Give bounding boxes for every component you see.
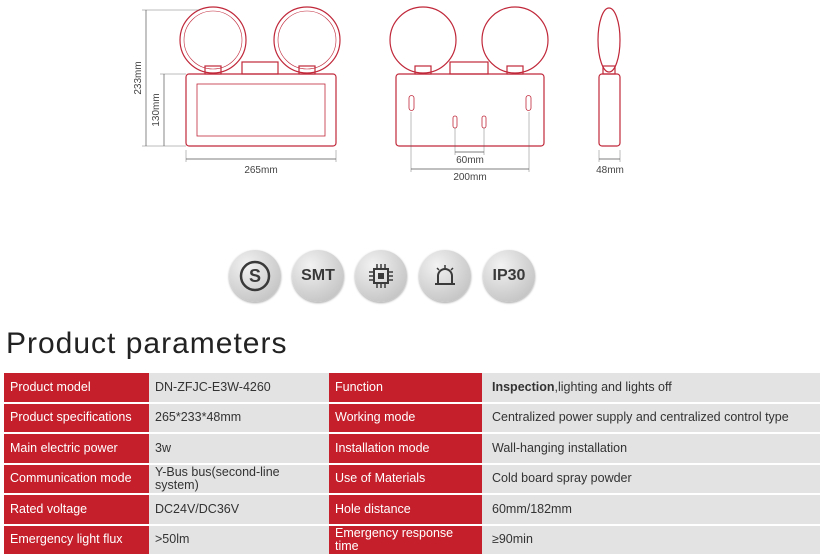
- front-view: [180, 7, 340, 146]
- back-view: [390, 7, 548, 146]
- param-value: >50lm: [149, 526, 329, 555]
- param-value: DC24V/DC36V: [149, 495, 329, 524]
- table-row: [4, 434, 820, 463]
- side-view: [598, 8, 620, 146]
- param-value: Wall-hanging installation: [482, 434, 820, 463]
- param-label: Emergency response time: [329, 526, 482, 555]
- param-label: Installation mode: [329, 434, 482, 463]
- dim-hole-outer: 200mm: [453, 172, 487, 183]
- param-value: 265*233*48mm: [149, 404, 329, 433]
- table-row: [4, 373, 820, 402]
- table-row: [4, 404, 820, 433]
- param-value: [482, 373, 820, 402]
- chip-icon: [355, 250, 407, 302]
- param-label: Rated voltage: [4, 495, 149, 524]
- param-value: Y-Bus bus(second-line system): [149, 465, 329, 494]
- param-value: Centralized power supply and centralized control type: [482, 404, 820, 433]
- dim-height-total: 233mm: [133, 61, 144, 95]
- param-label: Product specifications: [4, 404, 149, 433]
- dim-depth: 48mm: [596, 165, 624, 176]
- dim-height-body: 130mm: [151, 93, 162, 127]
- param-value: 3w: [149, 434, 329, 463]
- param-value-bold: Inspection: [492, 379, 555, 394]
- table-row: [4, 495, 820, 524]
- dim-width-total: 265mm: [244, 165, 278, 176]
- param-label: Working mode: [329, 404, 482, 433]
- svg-text:S: S: [248, 266, 262, 286]
- param-value: DN-ZFJC-E3W-4260: [149, 373, 329, 402]
- alarm-bell-icon: [419, 250, 471, 302]
- s-mark-icon: [229, 250, 281, 302]
- param-label: Emergency light flux: [4, 526, 149, 555]
- smt-icon: [292, 250, 344, 302]
- param-label: Main electric power: [4, 434, 149, 463]
- param-value: 60mm/182mm: [482, 495, 820, 524]
- param-label: Product model: [4, 373, 149, 402]
- ip30-label: IP30: [492, 267, 526, 284]
- dim-hole-inner: 60mm: [456, 155, 484, 166]
- feature-icons: [220, 250, 550, 306]
- smt-label: SMT: [301, 267, 335, 284]
- param-label: Communication mode: [4, 465, 149, 494]
- table-row: [4, 526, 820, 555]
- param-label: Hole distance: [329, 495, 482, 524]
- param-label: Function: [329, 373, 482, 402]
- param-value: ≥90min: [482, 526, 820, 555]
- ip30-icon: [483, 250, 535, 302]
- parameters-table: [4, 371, 820, 556]
- table-row: [4, 465, 820, 494]
- param-value: Cold board spray powder: [482, 465, 820, 494]
- param-value-rest: ,lighting and lights off: [554, 379, 672, 394]
- section-title: Product parameters: [6, 327, 288, 360]
- param-label: Use of Materials: [329, 465, 482, 494]
- technical-drawing: [0, 0, 820, 200]
